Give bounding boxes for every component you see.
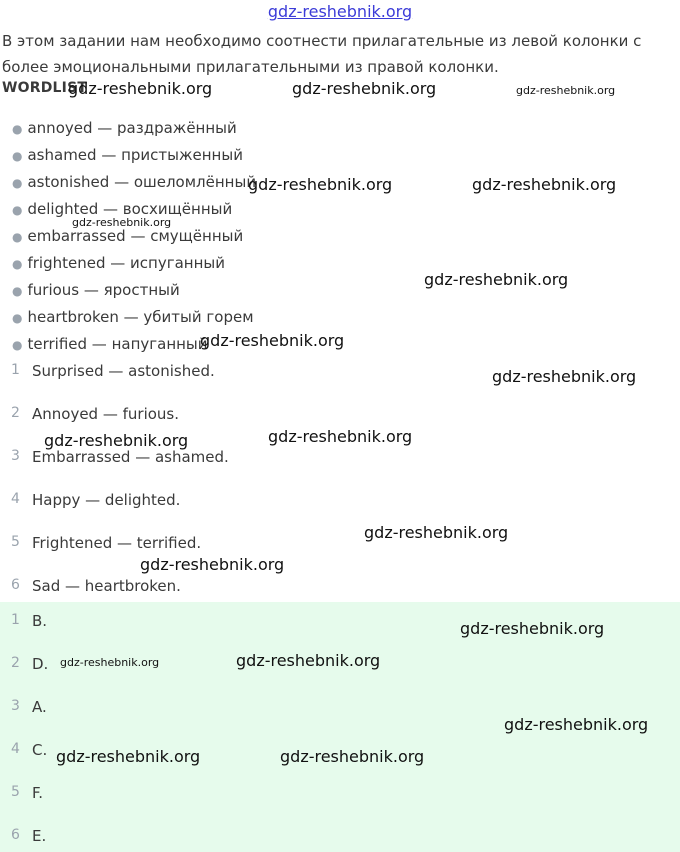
row-number: 3 xyxy=(11,448,20,464)
watermark: gdz-reshebnik.org xyxy=(460,619,605,638)
row-number: 4 xyxy=(11,491,20,507)
row-number: 3 xyxy=(11,698,20,714)
wordlist-item: ● ashamed — пристыженный xyxy=(12,146,243,164)
watermark: gdz-reshebnik.org xyxy=(44,431,189,450)
bullet-icon: ● xyxy=(12,311,23,325)
watermark: gdz-reshebnik.org xyxy=(472,175,617,194)
watermark: gdz-reshebnik.org xyxy=(492,367,637,386)
row-number: 5 xyxy=(11,784,20,800)
answer-text: D. xyxy=(32,655,49,673)
wordlist-item: ● embarrassed — смущённый xyxy=(12,227,244,245)
answer-text: A. xyxy=(32,698,47,716)
bullet-icon: ● xyxy=(12,338,23,352)
watermark: gdz-reshebnik.org xyxy=(292,79,437,98)
bullet-icon: ● xyxy=(12,257,23,271)
watermark: gdz-reshebnik.org xyxy=(504,715,649,734)
answer-text: F. xyxy=(32,784,43,802)
watermark: gdz-reshebnik.org xyxy=(140,555,285,574)
wordlist-title: WORDLIST xyxy=(2,80,88,96)
answer-text: B. xyxy=(32,612,48,630)
bullet-icon: ● xyxy=(12,203,23,217)
bullet-icon: ● xyxy=(12,284,23,298)
watermark: gdz-reshebnik.org xyxy=(248,175,393,194)
watermark: gdz-reshebnik.org xyxy=(280,747,425,766)
watermark: gdz-reshebnik.org xyxy=(60,656,160,669)
pair-text: Frightened — terrified. xyxy=(32,534,202,552)
bullet-icon: ● xyxy=(12,149,23,163)
watermark: gdz-reshebnik.org xyxy=(56,747,201,766)
wordlist-item: ● terrified — напуганный xyxy=(12,335,208,353)
bullet-icon: ● xyxy=(12,176,23,190)
pair-text: Embarrassed — ashamed. xyxy=(32,448,229,466)
row-number: 5 xyxy=(11,534,20,550)
wordlist-item: ● annoyed — раздражённый xyxy=(12,119,237,137)
site-header-link[interactable]: gdz-reshebnik.org xyxy=(267,2,413,21)
task-intro: В этом задании нам необходимо соотнести прилагательные из левой колонки с более эмоциональными прилагательными из правой колонки. xyxy=(2,32,642,76)
bullet-icon: ● xyxy=(12,122,23,136)
watermark: gdz-reshebnik.org xyxy=(364,523,509,542)
row-number: 4 xyxy=(11,741,20,757)
pair-text: Sad — heartbroken. xyxy=(32,577,181,595)
row-number: 1 xyxy=(11,362,20,378)
watermark: gdz-reshebnik.org xyxy=(200,331,345,350)
pair-text: Surprised — astonished. xyxy=(32,362,215,380)
bullet-icon: ● xyxy=(12,230,23,244)
row-number: 6 xyxy=(11,577,20,593)
answer-text: E. xyxy=(32,827,47,845)
watermark: gdz-reshebnik.org xyxy=(268,427,413,446)
answer-text: C. xyxy=(32,741,48,759)
wordlist-item: ● frightened — испуганный xyxy=(12,254,225,272)
watermark: gdz-reshebnik.org xyxy=(424,270,569,289)
wordlist-item: ● furious — яростный xyxy=(12,281,180,299)
pair-text: Annoyed — furious. xyxy=(32,405,180,423)
watermark: gdz-reshebnik.org xyxy=(516,84,616,97)
pair-text: Happy — delighted. xyxy=(32,491,181,509)
watermark: gdz-reshebnik.org xyxy=(72,216,172,229)
row-number: 1 xyxy=(11,612,20,628)
watermark: gdz-reshebnik.org xyxy=(68,79,213,98)
wordlist-item: ● astonished — ошеломлённый xyxy=(12,173,257,191)
row-number: 2 xyxy=(11,655,20,671)
row-number: 6 xyxy=(11,827,20,843)
watermark: gdz-reshebnik.org xyxy=(236,651,381,670)
row-number: 2 xyxy=(11,405,20,421)
wordlist-item: ● delighted — восхищённый xyxy=(12,200,233,218)
wordlist-item: ● heartbroken — убитый горем xyxy=(12,308,254,326)
